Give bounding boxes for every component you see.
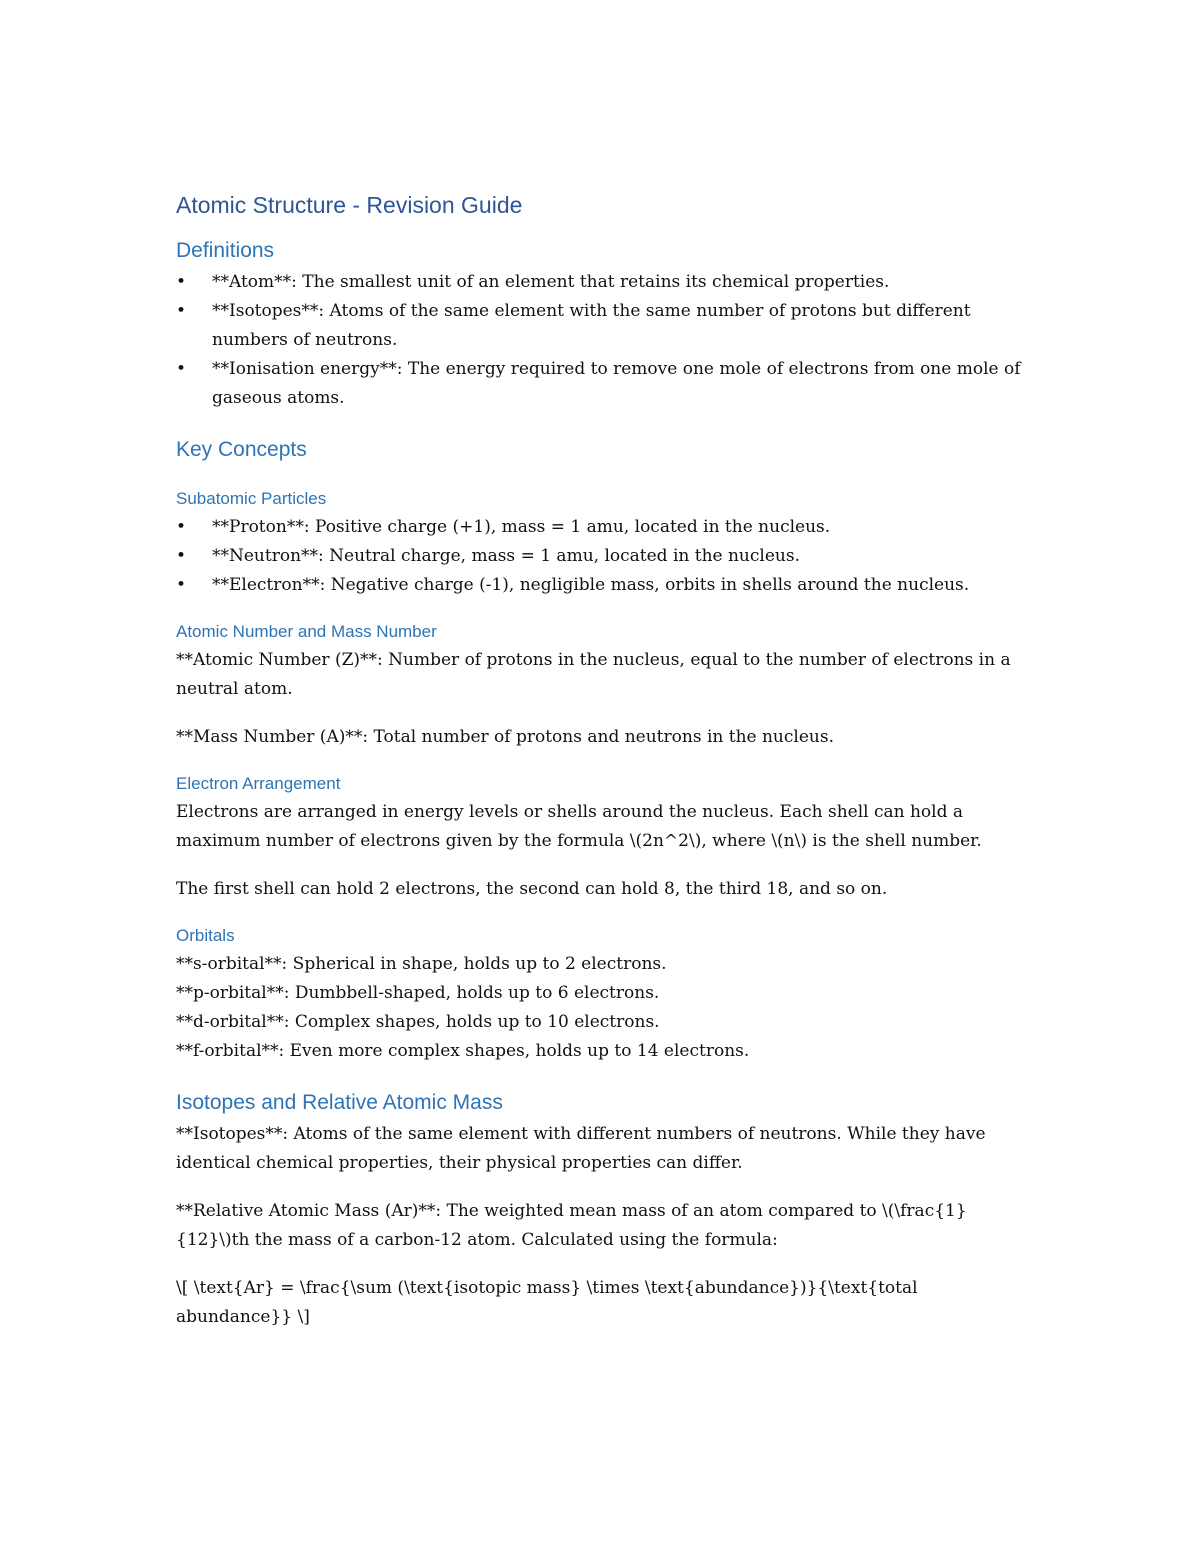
- list-item: • **Proton**: Positive charge (+1), mass = 1 amu, located in the nucleus.: [176, 513, 1036, 542]
- document-page: [176, 188, 1036, 1332]
- definitions-list: [176, 268, 1036, 413]
- subatomic-particles-list: [176, 513, 1036, 600]
- mass-number-paragraph: **Mass Number (A)**: Total number of protons and neutrons in the nucleus.: [176, 727, 834, 747]
- atomic-number-heading: Atomic Number and Mass Number: [176, 622, 437, 641]
- atomic-number-paragraph: **Atomic Number (Z)**: Number of protons in the nucleus, equal to the number of electrons in a neutral atom.: [176, 650, 1011, 699]
- key-concepts-heading: Key Concepts: [176, 438, 307, 461]
- bullet-icon: •: [176, 301, 187, 321]
- formula-paragraph: \[ \text{Ar} = \frac{\sum (\text{isotopic mass} \times \text{abundance})}{\text{total abundance}} \]: [176, 1278, 918, 1327]
- document-title: Atomic Structure - Revision Guide: [176, 192, 523, 218]
- isotopes-paragraph: **Isotopes**: Atoms of the same element with different numbers of neutrons. While they have identical chemical properties, their physical properties can differ.: [176, 1124, 986, 1173]
- electron-arrangement-paragraph: Electrons are arranged in energy levels or shells around the nucleus. Each shell can hold a maximum number of electrons given by the formula \(2n^2\), where \(n\) is the shell number.: [176, 802, 982, 851]
- orbital-line: **f-orbital**: Even more complex shapes, holds up to 14 electrons.: [176, 1041, 750, 1061]
- subatomic-particles-heading: Subatomic Particles: [176, 489, 327, 508]
- list-item: • **Electron**: Negative charge (-1), negligible mass, orbits in shells around the nucleus.: [176, 571, 1036, 600]
- bullet-icon: •: [176, 272, 187, 292]
- isotopes-heading: Isotopes and Relative Atomic Mass: [176, 1091, 503, 1114]
- orbital-line: **s-orbital**: Spherical in shape, holds up to 2 electrons.: [176, 954, 667, 974]
- bullet-icon: •: [176, 575, 187, 595]
- electron-arrangement-heading: Electron Arrangement: [176, 774, 341, 793]
- list-item: • **Atom**: The smallest unit of an element that retains its chemical properties.: [176, 268, 1036, 297]
- shell-capacity-paragraph: The first shell can hold 2 electrons, the second can hold 8, the third 18, and so on.: [176, 879, 888, 899]
- list-item: • **Isotopes**: Atoms of the same element with the same number of protons but different numbers of neutrons.: [176, 297, 1036, 355]
- orbital-line: **p-orbital**: Dumbbell-shaped, holds up to 6 electrons.: [176, 983, 660, 1003]
- orbital-line: **d-orbital**: Complex shapes, holds up to 10 electrons.: [176, 1012, 660, 1032]
- bullet-icon: •: [176, 359, 187, 379]
- bullet-icon: •: [176, 546, 187, 566]
- list-item: • **Ionisation energy**: The energy required to remove one mole of electrons from one mole of gaseous atoms.: [176, 355, 1036, 413]
- definitions-heading: Definitions: [176, 239, 275, 262]
- list-item: • **Neutron**: Neutral charge, mass = 1 amu, located in the nucleus.: [176, 542, 1036, 571]
- orbitals-heading: Orbitals: [176, 926, 235, 945]
- relative-atomic-mass-paragraph: **Relative Atomic Mass (Ar)**: The weighted mean mass of an atom compared to \(\frac{1}{12}\)th the mass of a carbon-12 atom. Calculated using the formula:: [176, 1201, 967, 1250]
- bullet-icon: •: [176, 517, 187, 537]
